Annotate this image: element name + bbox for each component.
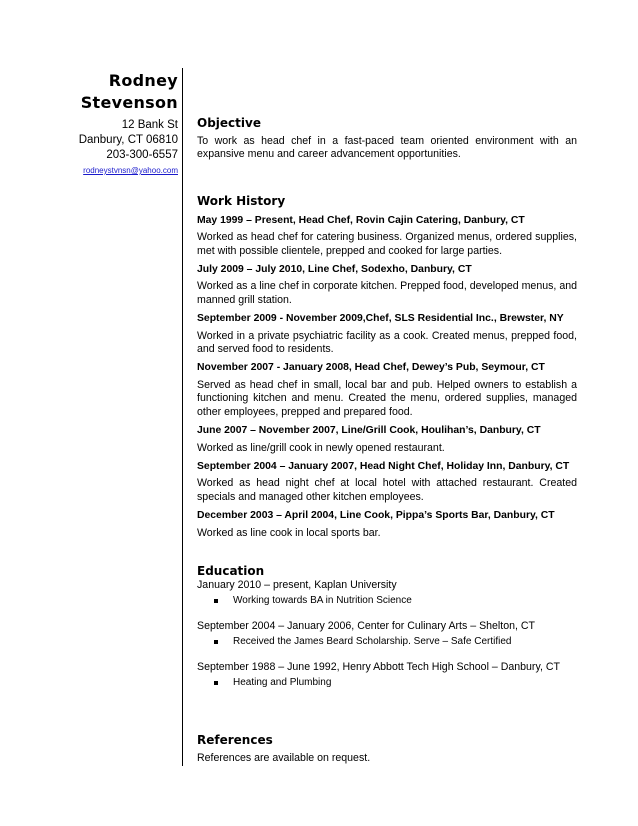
bullet-square-icon (214, 640, 218, 644)
job-description: Worked as line cook in local sports bar. (197, 526, 381, 539)
references-text: References are available on request. (197, 752, 371, 765)
job-entry (197, 424, 577, 455)
job-description: Worked as line/grill cook in newly opened restaurant. (197, 441, 445, 454)
references-title: References (197, 733, 273, 748)
job-entry (197, 361, 577, 419)
contact-sidebar (60, 70, 178, 176)
education-line: September 2004 – January 2006, Center for Culinary Arts – Shelton, CT (197, 619, 536, 632)
objective-text: To work as head chef in a fast-paced team oriented environment with an expansive menu and career advancement opportunities. (197, 135, 577, 161)
job-description: Worked as a line chef in corporate kitchen. Prepped food, developed menus, and manned grill station. (197, 280, 577, 306)
education-entry (197, 661, 577, 690)
job-description: Worked as head night chef at local hotel with attached restaurant. Created specials and managed other kitchen employees. (197, 477, 577, 503)
address: 12 Bank St (121, 119, 178, 131)
job-entry (197, 214, 577, 258)
references-section (197, 733, 577, 765)
education-bullet (197, 594, 577, 607)
education-bullet (197, 635, 577, 648)
education-bullet-text: Received the James Beard Scholarship. Serve – Safe Certified (233, 636, 512, 648)
job-title: July 2009 – July 2010, Line Chef, Sodexho, Danbury, CT (197, 264, 472, 276)
objective-section (197, 116, 577, 162)
education-line: September 1988 – June 1992, Henry Abbott Tech High School – Danbury, CT (197, 660, 560, 673)
first-name: Rodney (108, 71, 178, 90)
job-list (197, 214, 577, 540)
work-history-title: Work History (197, 193, 286, 208)
education-bullet (197, 676, 577, 689)
job-entry (197, 312, 577, 356)
work-history-section (197, 194, 577, 540)
job-title: November 2007 - January 2008, Head Chef, Dewey’s Pub, Seymour, CT (197, 362, 545, 374)
education-entry (197, 620, 577, 649)
job-description: Worked as head chef for catering business. Organized menus, ordered supplies, met with possible clientele, prepped and cooked for large parties. (197, 231, 577, 257)
education-title: Education (197, 563, 265, 578)
job-entry (197, 460, 577, 504)
education-line: January 2010 – present, Kaplan University (197, 578, 397, 591)
job-title: September 2004 – January 2007, Head Night Chef, Holiday Inn, Danbury, CT (197, 460, 570, 472)
last-name: Stevenson (80, 93, 178, 112)
job-entry (197, 509, 577, 540)
resume-main (197, 116, 577, 766)
bullet-square-icon (214, 599, 218, 603)
job-description: Worked in a private psychiatric facility as a cook. Created menus, prepped food, and served food to residents. (197, 329, 577, 356)
phone: 203-300-6557 (106, 149, 178, 161)
education-section (197, 564, 577, 689)
job-title: September 2009 - November 2009,Chef, SLS Residential Inc., Brewster, NY (197, 313, 564, 325)
job-description: Served as head chef in small, local bar and pub. Helped owners to establish a functioning kitchen and menu. Created the menu, ordered supplies, managed other employees, prepped and prepared food. (197, 378, 577, 418)
job-title: December 2003 – April 2004, Line Cook, Pippa’s Sports Bar, Danbury, CT (197, 510, 555, 522)
education-entry (197, 579, 577, 608)
education-bullet-text: Heating and Plumbing (233, 676, 332, 688)
objective-title: Objective (197, 116, 261, 130)
contact-details (60, 118, 178, 163)
education-bullet-text: Working towards BA in Nutrition Science (233, 595, 412, 607)
email-link[interactable]: rodneystvnsn@yahoo.com (83, 166, 178, 175)
city: Danbury, CT 06810 (78, 134, 178, 146)
vertical-divider (182, 68, 183, 766)
job-title: June 2007 – November 2007, Line/Grill Cook, Houlihan’s, Danbury, CT (197, 425, 541, 437)
job-title: May 1999 – Present, Head Chef, Rovin Cajin Catering, Danbury, CT (197, 214, 525, 226)
job-entry (197, 263, 577, 307)
bullet-square-icon (214, 681, 218, 685)
